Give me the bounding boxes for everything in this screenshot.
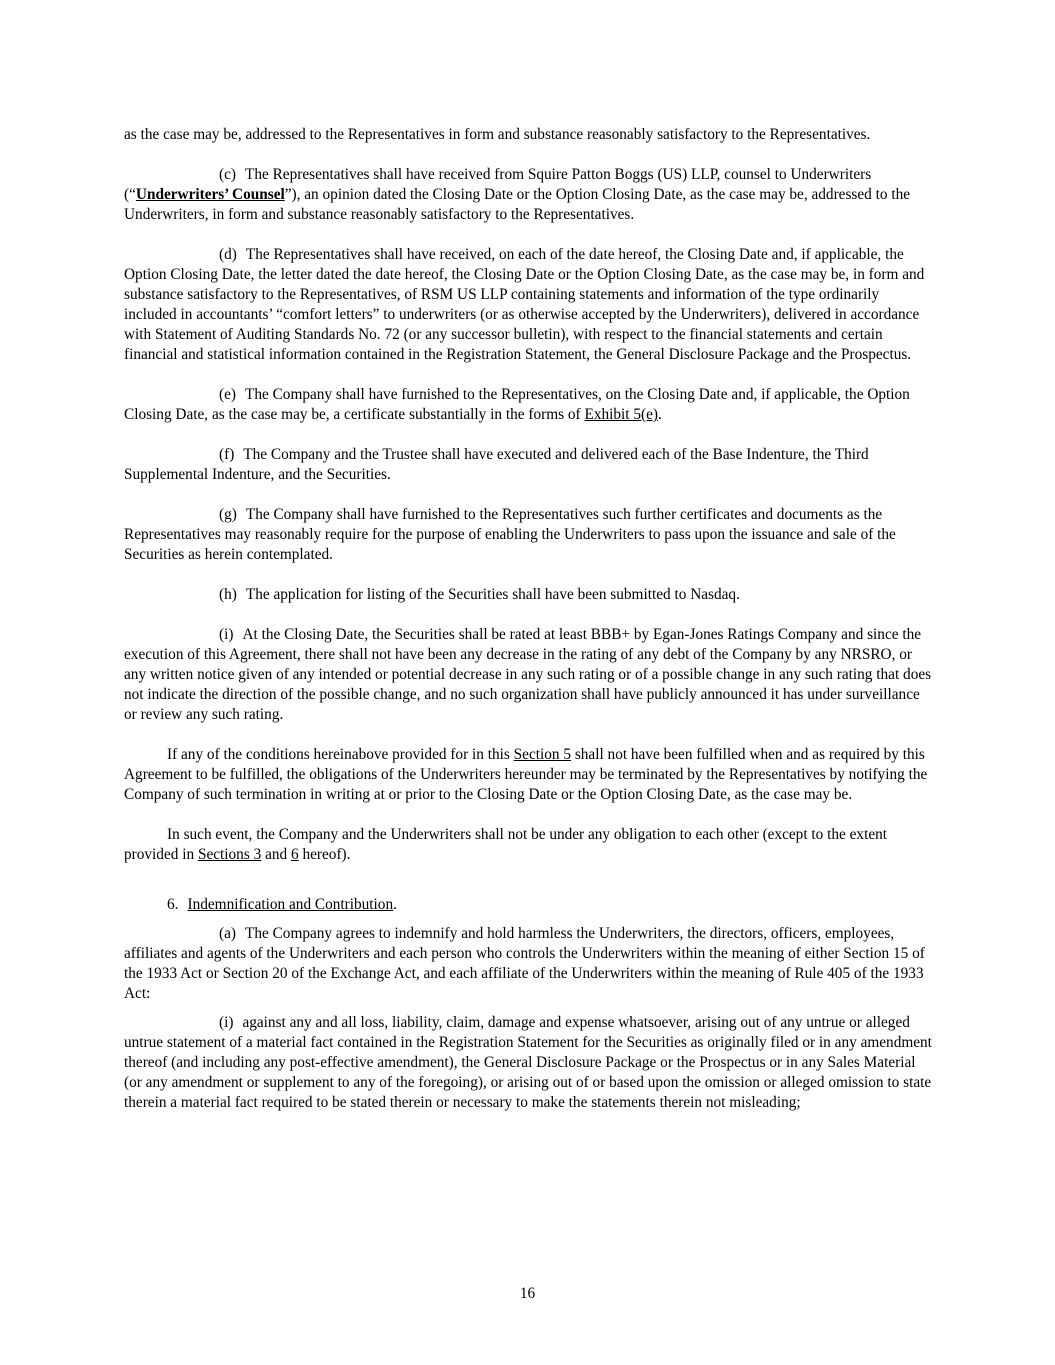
paragraph-label: (h) [219,586,237,603]
document-page [124,125,934,1133]
paragraph-text: hereof). [298,846,351,863]
paragraph-text: ”), an opinion dated the Closing Date or the Option Closing Date, as the case may be, addressed to the Underwriters, in form and substance reasonably satisfactory to the Representatives. [124,186,911,223]
paragraph-text: . [657,406,662,423]
paragraph-c [124,165,934,225]
paragraph-label: (a) [219,925,236,942]
paragraph-h [124,585,934,605]
section-reference-link[interactable]: 6 [291,846,299,863]
paragraph-text: The Company and the Trustee shall have executed and delivered each of the Base Indenture, the Third Supplemental Indenture, and the Securities. [124,446,869,483]
paragraph-d [124,245,934,365]
section-reference-link[interactable]: Section 5 [513,746,571,763]
paragraph-text: If any of the conditions hereinabove provided for in this [167,746,514,763]
paragraph-text: The Representatives shall have received, on each of the date hereof, the Closing Date and, if applicable, the Option Closing Date, the letter dated the date hereof, the Closing Date or the Option Closing Date, as the case may be, in form and substance satisfactory to the Representatives, of RSM US LLP containing statements and information of the type ordinarily included in accountants’ “comfort letters” to underwriters (or as otherwise accepted by the Underwriters), delivered in accordance with Statement of Auditing Standards No. 72 (or any successor bulletin), with respect to the financial statements and certain financial and statistical information contained in the Registration Statement, the General Disclosure Package and the Prospectus. [124,246,925,363]
paragraph-text: In such event, the Company and the Underwriters shall not be under any obligation to each other (except to the extent provided in [124,826,888,863]
paragraph-text: The Company shall have furnished to the Representatives, on the Closing Date and, if applicable, the Option Closing Date, as the case may be, a certificate substantially in the forms of [124,386,910,423]
defined-term: Underwriters’ Counsel [135,186,285,203]
paragraph-such-event [124,825,934,865]
section-number: 6. [167,896,179,913]
page-number: 16 [519,1285,536,1302]
section-title-period: . [393,896,397,913]
section-heading [124,895,934,915]
paragraph-conditions-unfulfilled [124,745,934,805]
section-title: Indemnification and Contribution [187,896,394,913]
paragraph-text: The Company agrees to indemnify and hold harmless the Underwriters, the directors, officers, employees, affiliates and agents of the Underwriters and each person who controls the Underwriters within the meaning of either Section 15 of the 1933 Act or Section 20 of the Exchange Act, and each affiliate of the Underwriters within the meaning of Rule 405 of the 1933 Act: [124,925,925,1002]
paragraph-text: The application for listing of the Securities shall have been submitted to Nasdaq. [245,586,740,603]
paragraph-text: and [261,846,291,863]
paragraph-text: The Company shall have furnished to the Representatives such further certificates and documents as the Representatives may reasonably require for the purpose of enabling the Underwriters to pass upon the issuance and sale of the Securities as herein contemplated. [124,506,896,563]
exhibit-reference-link[interactable]: Exhibit 5(e) [584,406,658,423]
section-reference-link[interactable]: Sections 3 [197,846,262,863]
paragraph-text: The Representatives shall have received from Squire Patton Boggs (US) LLP, counsel to Underwriters (“ [124,166,872,203]
paragraph-f [124,445,934,485]
paragraph-text: At the Closing Date, the Securities shall be rated at least BBB+ by Egan-Jones Ratings Company and since the execution of this Agreement, there shall not have been any decrease in the rating of any debt of the Company by any NRSRO, or any written notice given of any intended or potential decrease in any such rating or of a possible change in any such rating that does not indicate the direction of the possible change, and no such organization shall have publicly announced it has under surveillance or review any such rating. [124,626,932,723]
paragraph-label: (i) [219,1014,234,1031]
paragraph-g [124,505,934,565]
paragraph-label: (d) [219,246,237,263]
paragraph-label: (c) [219,166,236,183]
paragraph-label: (i) [219,626,234,643]
paragraph-text: against any and all loss, liability, claim, damage and expense whatsoever, arising out of any untrue or alleged untrue statement of a material fact contained in the Registration Statement for the Securities as originally filed or in any amendment thereof (and including any post-effective amendment), the General Disclosure Package or the Prospectus or in any Sales Material (or any amendment or supplement to any of the foregoing), or arising out of or based upon the omission or alleged omission to state therein a material fact required to be stated therein or necessary to make the statements therein not misleading; [124,1014,932,1111]
paragraph-i [124,625,934,725]
paragraph-label: (e) [219,386,236,403]
paragraph-continuation: as the case may be, addressed to the Representatives in form and substance reasonably satisfactory to the Representatives. [124,126,871,143]
paragraph-label: (f) [219,446,235,463]
paragraph-6a-i [124,1013,934,1113]
paragraph-6a [124,924,934,1004]
paragraph-label: (g) [219,506,237,523]
paragraph-text: shall not have been fulfilled when and as required by this Agreement to be fulfilled, the obligations of the Underwriters hereunder may be terminated by the Representatives by notifying the Company of such termination in writing at or prior to the Closing Date or the Option Closing Date, as the case may be. [124,746,928,803]
paragraph-e [124,385,934,425]
